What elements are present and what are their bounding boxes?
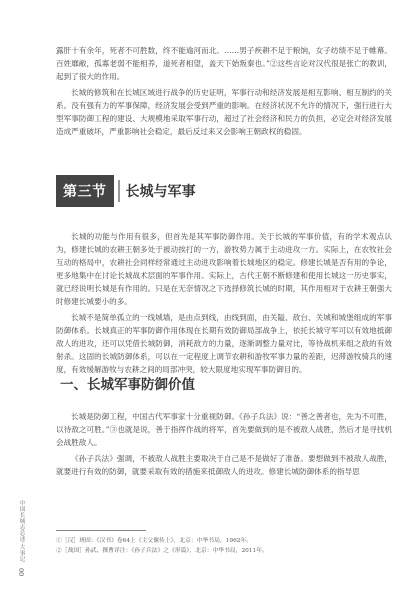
paragraph: 长城不是简单孤立的一线城墙，是由点到线，由线到面，由关隘、敌台、关城和城堡组成的军事防御体系。长城真正的军事防御作用体现在长期有效防御局部战争上，依托长城守军可以有效地抵御敌人的进攻，还可以凭借长城防御，消耗敌方的力量，逐渐调整力量对比，等待战机来组之敌的有效射杀。这固的长城防御体系，可以在一定程度上调节农耕和游牧军事力量的差距，迟滞游牧骑兵的速度，有效缓解游牧与农耕之间的局部冲突，较大限度地实现军事防御目的。 (56, 313, 392, 374)
footnote-divider (56, 530, 146, 531)
paragraph: 长城的修筑和在长城区域进行战争的历史证明，军事行动和经济发展是相互影响、相互制约的关系。没有强有力的军事保障，经济发展会受到严重的影响。在经济状况不允许的情况下，强行进行大型军事防御工程的建设、大规模地采取军事行动，超过了社会经济和民力的负担，必定会对经济发展造成严重破坏，严重影响社会稳定，最后反过来又会影响王朝政权的稳固。 (56, 88, 392, 136)
section-header (56, 172, 306, 210)
running-header-strip (14, 500, 28, 576)
footnotes (56, 536, 392, 556)
top-text-block (56, 44, 392, 141)
footnote: ①［汉］班固：《汉书》卷64上《主父偃传上》，北京：中华书局，1962年。 (56, 538, 253, 544)
section-label: 第三节 (56, 175, 114, 207)
book-title-vertical: 中国长城志 (18, 500, 25, 530)
paragraph: 长城的功能与作用有很多，但首先是其军事防御作用。关于长城的军事价值，有的学术观点认为，修建长城的农耕王朝多处于被动挨打的一方，游牧势力属于主动进攻一方。实际上，在农牧社会互动的格局中，农耕社会同样经常通过主动进攻影响着长城地区的稳定。修建长城是否有用的争论，更多地集中在讨论长城战术层面的军事作用。实际上，古代王朝不断修建和使用长城这一历史事实，就已经说明长城是有作用的。只是在无奈情况之下选择修筑长城的时期，其作用相对于农耕王朝强大时修建长城要小的多。 (56, 232, 392, 306)
paragraph: 长城是防御工程，中国古代军事家十分重视防御。《孙子兵法》说：“善之善者也，先为不可胜，以待敌之可胜。”③也就是说，善于指挥作战的将军，首先要做到的是不被敌人战胜，然后才是寻找机会战胜敌人。 (56, 412, 392, 447)
subheading: 一、长城军事防御价值 (60, 377, 195, 393)
paragraph: 露肝十有余年，死者不可胜数，终不能逾河而北。……男子疾耕不足于粮饷，女子纺绩不足于帷幕。百姓靡敝，孤寡老弱不能相养，道死者相望，盖天下始叛秦也。”②这些言论对汉代很是张亡的教训，起到了很大的作用。 (56, 46, 392, 81)
middle-text-block (56, 230, 392, 379)
footnote: ②［战国］孙武、撰曹详注：《孙子兵法》之《形篇》，北京：中华书局，2011年。 (56, 548, 268, 554)
section-divider (118, 180, 120, 202)
volume-title-vertical: 总述·大事记 (18, 530, 25, 563)
section-title: 长城与军事 (125, 184, 196, 200)
bottom-text-block (56, 410, 392, 481)
page-number: 00 (17, 568, 25, 577)
paragraph: 《孙子兵法》强调，不被敌人战胜主要取决于自己是不是做好了准备。要想做到不被敌人战胜，就要进行有效的防御，就要采取有效的措施来抵御敌人的进攻。修建长城防御体系的指导思 (56, 454, 392, 476)
